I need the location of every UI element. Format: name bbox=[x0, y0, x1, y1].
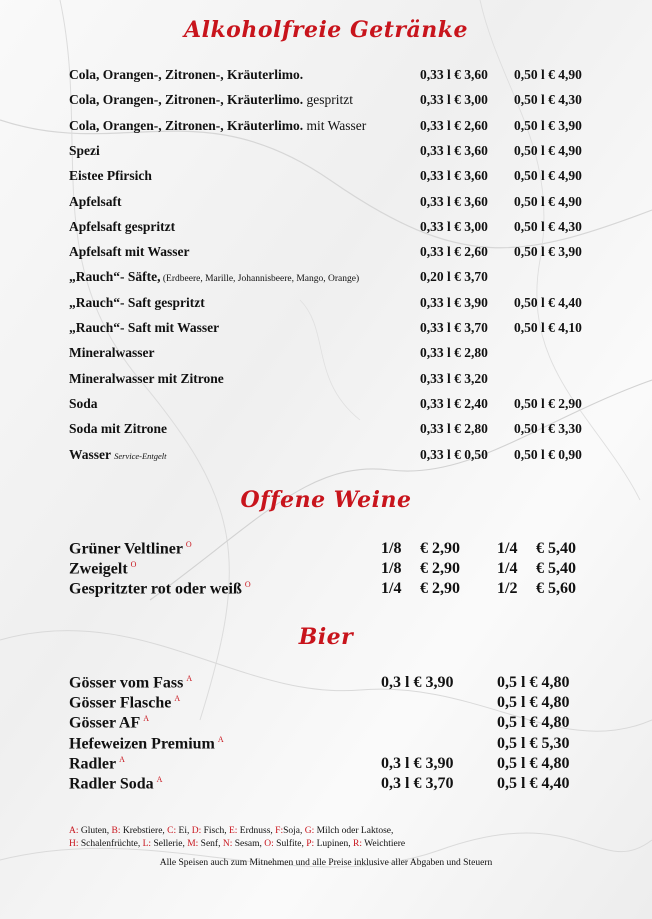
allergen-legend-line-1 bbox=[69, 825, 393, 838]
price-small: 0,33 l € 3,20 bbox=[420, 370, 488, 386]
item-note: Service-Entgelt bbox=[114, 450, 167, 461]
wine-name bbox=[69, 560, 136, 578]
price-small: 0,3 l € 3,90 bbox=[381, 674, 454, 691]
beer-name bbox=[69, 735, 224, 753]
serving-size-2: 1/2 bbox=[497, 580, 518, 597]
beer-name bbox=[69, 674, 192, 692]
item-name bbox=[69, 244, 190, 260]
allergen-mark: A bbox=[186, 674, 193, 683]
allergen-label: Weichtiere bbox=[361, 839, 406, 849]
allergen-code: P: bbox=[306, 839, 315, 849]
item-name-text: Cola, Orangen-, Zitronen-, Kräuterlimo. bbox=[69, 92, 304, 108]
item-name-text: „Rauch“- Saft gespritzt bbox=[69, 294, 205, 310]
price-small: 0,33 l € 0,50 bbox=[420, 446, 488, 462]
price-large: 0,50 l € 4,90 bbox=[514, 142, 582, 158]
beer-name bbox=[69, 775, 162, 793]
price-large: 0,50 l € 3,90 bbox=[514, 244, 582, 260]
footer-note: Alle Speisen auch zum Mitnehmen und alle Preise inklusive aller Abgaben und Steuern bbox=[159, 858, 493, 868]
allergen-mark: A bbox=[156, 775, 163, 784]
allergen-code: B: bbox=[111, 826, 121, 836]
section-title-wine: Offene Weine bbox=[240, 487, 412, 513]
wine-name bbox=[69, 540, 192, 558]
item-name-text: „Rauch“- Saft mit Wasser bbox=[69, 320, 220, 335]
beer-name-text: Hefeweizen Premium bbox=[69, 734, 215, 752]
price-large: 0,50 l € 4,90 bbox=[514, 67, 582, 82]
allergen-code: D: bbox=[191, 826, 202, 836]
allergen-code: G: bbox=[304, 826, 315, 836]
item-name-text: Soda bbox=[69, 395, 98, 411]
section-title-softdrinks: Alkoholfreie Getränke bbox=[184, 17, 468, 43]
allergen-mark: A bbox=[143, 714, 150, 724]
price-small: 0,33 l € 2,40 bbox=[420, 395, 488, 411]
price-1: € 2,90 bbox=[420, 560, 460, 577]
price-large: 0,5 l € 5,30 bbox=[497, 734, 570, 752]
item-name-text: Mineralwasser mit Zitrone bbox=[69, 370, 224, 386]
item-varieties: (Erdbeere, Marille, Johannisbeere, Mango, Orange) bbox=[160, 274, 360, 285]
item-name-text: Cola, Orangen-, Zitronen-, Kräuterlimo. bbox=[69, 67, 304, 82]
allergen-mark: O bbox=[130, 560, 137, 569]
price-large: 0,50 l € 4,90 bbox=[514, 193, 582, 209]
beer-name bbox=[69, 694, 180, 712]
allergen-label: Sulfite, bbox=[273, 839, 304, 849]
item-name-suffix: gespritzt bbox=[303, 92, 353, 108]
item-name bbox=[69, 118, 366, 134]
item-name bbox=[69, 295, 205, 311]
price-small: 0,33 l € 2,60 bbox=[420, 244, 488, 260]
beer-name-text: Gösser AF bbox=[69, 714, 141, 732]
beer-name bbox=[69, 714, 149, 732]
serving-size-1: 1/8 bbox=[381, 560, 402, 577]
beer-name-text: Radler Soda bbox=[69, 775, 154, 793]
allergen-label: Schalenfrüchte, bbox=[78, 839, 141, 849]
item-name-text: Mineralwasser bbox=[69, 345, 155, 361]
item-name bbox=[69, 421, 167, 437]
item-name bbox=[69, 320, 219, 336]
price-large: 0,50 l € 3,30 bbox=[514, 421, 582, 437]
item-name bbox=[69, 168, 152, 184]
wine-name-text: Zweigelt bbox=[69, 560, 128, 578]
allergen-code: N: bbox=[222, 839, 233, 849]
price-small: 0,33 l € 3,70 bbox=[420, 320, 488, 335]
price-large: 0,50 l € 4,10 bbox=[514, 320, 582, 335]
price-small: 0,33 l € 3,00 bbox=[420, 218, 488, 234]
price-large: 0,50 l € 4,90 bbox=[514, 168, 582, 184]
allergen-label: Soja, bbox=[283, 826, 303, 836]
price-small: 0,33 l € 3,00 bbox=[420, 92, 488, 108]
price-2: € 5,60 bbox=[536, 580, 576, 597]
price-small: 0,33 l € 3,60 bbox=[420, 142, 488, 158]
serving-size-1: 1/8 bbox=[381, 540, 402, 557]
allergen-code: O: bbox=[264, 839, 274, 849]
item-name-text: „Rauch“- Säfte, bbox=[69, 269, 161, 285]
allergen-label: Sellerie, bbox=[151, 839, 185, 849]
item-name bbox=[69, 219, 175, 235]
price-small: 0,20 l € 3,70 bbox=[420, 269, 488, 285]
price-large: 0,50 l € 4,30 bbox=[514, 92, 582, 108]
price-small: 0,33 l € 3,60 bbox=[420, 67, 488, 82]
price-small: 0,33 l € 2,80 bbox=[420, 345, 488, 361]
beer-name-text: Radler bbox=[69, 755, 117, 773]
allergen-mark: A bbox=[119, 754, 125, 764]
allergen-code: R: bbox=[352, 839, 362, 849]
price-small: 0,33 l € 2,60 bbox=[420, 117, 488, 133]
allergen-label: Milch oder Laktose, bbox=[314, 826, 394, 836]
allergen-label: Sesam, bbox=[232, 839, 262, 849]
price-small: 0,33 l € 3,60 bbox=[420, 193, 488, 209]
item-name bbox=[69, 67, 303, 83]
price-small: 0,3 l € 3,70 bbox=[381, 775, 454, 792]
beer-name-text: Gösser vom Fass bbox=[69, 674, 184, 692]
allergen-code: A: bbox=[69, 826, 79, 836]
beer-name-text: Gösser Flasche bbox=[69, 694, 172, 712]
wine-name bbox=[69, 580, 251, 598]
allergen-label: Gluten, bbox=[78, 826, 110, 836]
item-name bbox=[69, 92, 353, 108]
item-name-text: Wasser bbox=[69, 446, 111, 462]
allergen-label: Senf, bbox=[198, 839, 221, 849]
item-name-text: Apfelsaft bbox=[69, 193, 122, 209]
item-name bbox=[69, 143, 100, 159]
allergen-mark: A bbox=[217, 734, 224, 744]
item-name bbox=[69, 345, 154, 361]
item-name-text: Apfelsaft gespritzt bbox=[69, 218, 176, 234]
allergen-label: Erdnuss, bbox=[237, 826, 273, 836]
price-large: 0,50 l € 3,90 bbox=[514, 117, 582, 133]
item-name bbox=[69, 396, 98, 412]
allergen-code: F: bbox=[275, 826, 284, 836]
price-large: 0,50 l € 0,90 bbox=[514, 446, 582, 462]
item-name-text: Spezi bbox=[69, 142, 100, 158]
price-large: 0,5 l € 4,80 bbox=[497, 714, 570, 732]
allergen-code: E: bbox=[228, 826, 238, 836]
serving-size-2: 1/4 bbox=[497, 560, 518, 577]
allergen-label: Fisch, bbox=[201, 826, 227, 836]
item-name-text: Eistee Pfirsich bbox=[69, 168, 152, 184]
item-name bbox=[69, 371, 224, 387]
price-small: 0,3 l € 3,90 bbox=[381, 754, 454, 772]
price-large: 0,50 l € 4,30 bbox=[514, 218, 582, 234]
price-large: 0,5 l € 4,80 bbox=[497, 694, 570, 712]
item-name bbox=[69, 194, 122, 210]
wine-name-text: Gespritzter rot oder weiß bbox=[69, 580, 242, 598]
allergen-label: Krebstiere, bbox=[120, 826, 165, 836]
price-2: € 5,40 bbox=[536, 560, 576, 577]
item-name-suffix: mit Wasser bbox=[303, 117, 367, 133]
price-large: 0,5 l € 4,40 bbox=[497, 775, 570, 792]
item-name bbox=[69, 447, 167, 463]
wine-name-text: Grüner Veltliner bbox=[69, 540, 183, 558]
serving-size-2: 1/4 bbox=[497, 540, 518, 557]
price-2: € 5,40 bbox=[536, 540, 576, 557]
price-large: 0,5 l € 4,80 bbox=[497, 674, 570, 691]
allergen-label: Lupinen, bbox=[314, 839, 351, 849]
price-1: € 2,90 bbox=[420, 540, 460, 557]
price-large: 0,50 l € 2,90 bbox=[514, 395, 582, 411]
section-title-beer: Bier bbox=[298, 624, 354, 650]
serving-size-1: 1/4 bbox=[381, 580, 402, 597]
allergen-code: L: bbox=[142, 839, 152, 849]
price-small: 0,33 l € 3,60 bbox=[420, 168, 488, 184]
item-name-text: Apfelsaft mit Wasser bbox=[69, 244, 190, 260]
allergen-mark: O bbox=[185, 540, 192, 549]
allergen-mark: O bbox=[244, 580, 251, 589]
price-1: € 2,90 bbox=[420, 580, 460, 597]
price-small: 0,33 l € 2,80 bbox=[420, 421, 488, 437]
beer-name bbox=[69, 755, 125, 773]
allergen-label: Ei, bbox=[176, 826, 190, 836]
price-large: 0,5 l € 4,80 bbox=[497, 754, 570, 772]
allergen-code: H: bbox=[69, 839, 79, 849]
allergen-code: M: bbox=[187, 839, 199, 849]
item-name bbox=[69, 269, 359, 285]
allergen-code: C: bbox=[167, 826, 177, 836]
allergen-mark: A bbox=[174, 694, 181, 704]
price-small: 0,33 l € 3,90 bbox=[420, 294, 488, 310]
price-large: 0,50 l € 4,40 bbox=[514, 294, 582, 310]
item-name-text: Soda mit Zitrone bbox=[69, 421, 168, 437]
allergen-legend-line-2 bbox=[69, 838, 405, 851]
item-name-text: Cola, Orangen-, Zitronen-, Kräuterlimo. bbox=[69, 117, 304, 133]
